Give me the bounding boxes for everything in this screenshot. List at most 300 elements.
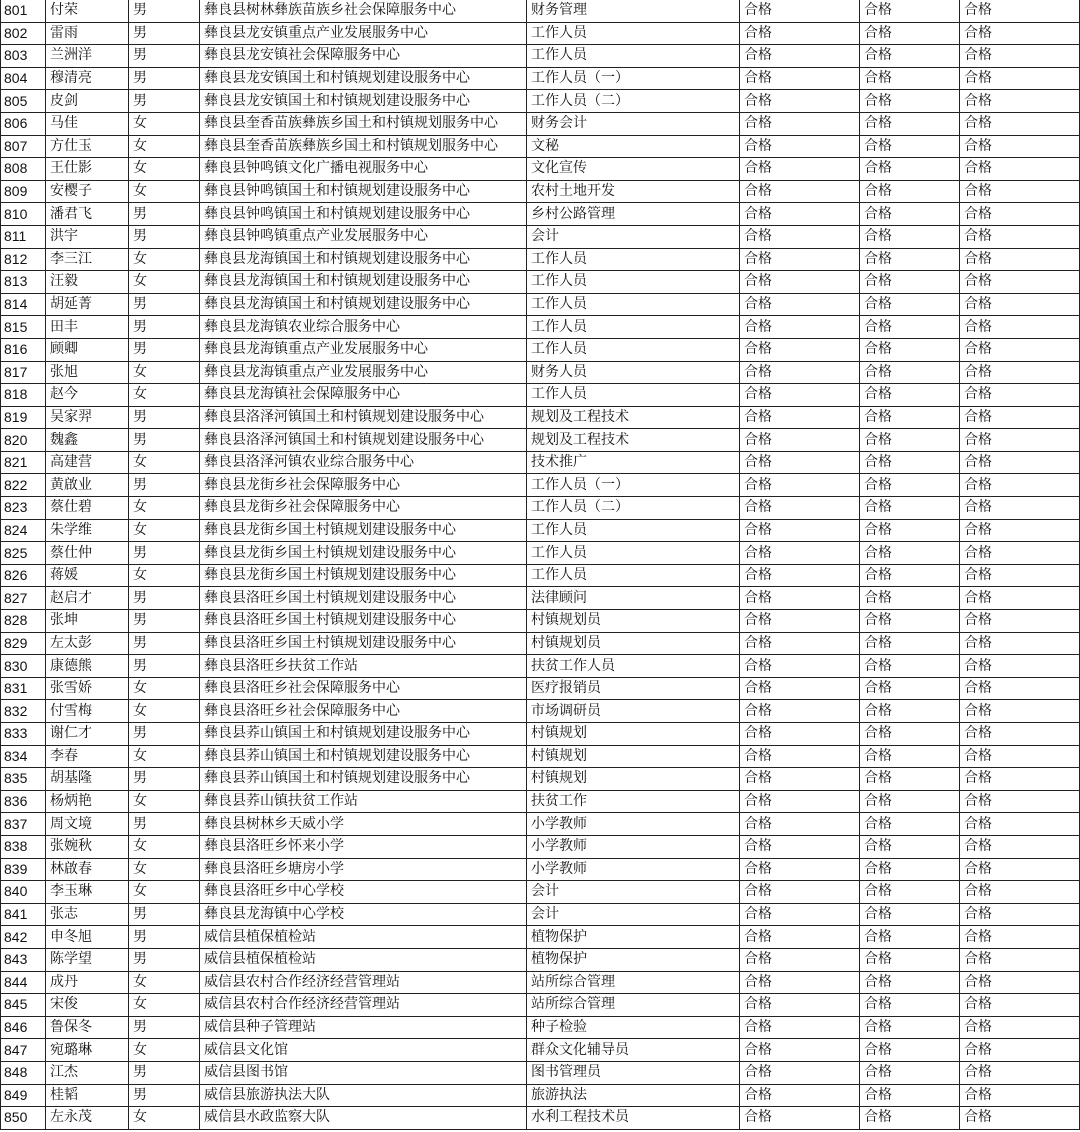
- cell-result-3: 合格: [960, 971, 1080, 994]
- cell-unit: 彝良县奎香苗族彝族乡国土和村镇规划服务中心: [200, 135, 527, 158]
- table-row: [1, 971, 1080, 994]
- cell-result-3: 合格: [960, 429, 1080, 452]
- cell-result-3: 合格: [960, 948, 1080, 971]
- cell-result-1: 合格: [740, 135, 860, 158]
- cell-unit: 彝良县钟鸣镇国土和村镇规划建设服务中心: [200, 203, 527, 226]
- cell-number: 833: [1, 723, 46, 746]
- cell-result-3: 合格: [960, 813, 1080, 836]
- cell-number: 822: [1, 474, 46, 497]
- cell-number: 844: [1, 971, 46, 994]
- cell-result-3: 合格: [960, 67, 1080, 90]
- cell-result-1: 合格: [740, 248, 860, 271]
- cell-name: 黄啟业: [46, 474, 129, 497]
- cell-result-1: 合格: [740, 1061, 860, 1084]
- cell-result-2: 合格: [860, 90, 960, 113]
- cell-result-2: 合格: [860, 384, 960, 407]
- cell-number: 846: [1, 1016, 46, 1039]
- cell-unit: 彝良县龙街乡社会保障服务中心: [200, 474, 527, 497]
- cell-position: 会计: [527, 903, 740, 926]
- cell-result-1: 合格: [740, 881, 860, 904]
- cell-position: 小学教师: [527, 858, 740, 881]
- cell-name: 周文境: [46, 813, 129, 836]
- cell-name: 林啟春: [46, 858, 129, 881]
- cell-result-2: 合格: [860, 542, 960, 565]
- cell-number: 805: [1, 90, 46, 113]
- cell-result-1: 合格: [740, 655, 860, 678]
- cell-position: 医疗报销员: [527, 677, 740, 700]
- cell-unit: 彝良县洛旺乡扶贫工作站: [200, 655, 527, 678]
- cell-unit: 威信县植保植检站: [200, 926, 527, 949]
- cell-name: 方仕玉: [46, 135, 129, 158]
- cell-name: 赵启才: [46, 587, 129, 610]
- table-row: [1, 813, 1080, 836]
- cell-result-2: 合格: [860, 293, 960, 316]
- cell-result-1: 合格: [740, 903, 860, 926]
- cell-result-2: 合格: [860, 1084, 960, 1107]
- table-row: [1, 994, 1080, 1017]
- cell-unit: 彝良县洛旺乡怀来小学: [200, 835, 527, 858]
- cell-name: 左永茂: [46, 1107, 129, 1130]
- cell-position: 工作人员: [527, 564, 740, 587]
- table-row: [1, 858, 1080, 881]
- cell-result-1: 合格: [740, 632, 860, 655]
- cell-unit: 彝良县树林乡天威小学: [200, 813, 527, 836]
- cell-number: 836: [1, 790, 46, 813]
- cell-unit: 彝良县龙街乡国土村镇规划建设服务中心: [200, 564, 527, 587]
- cell-name: 潘君飞: [46, 203, 129, 226]
- cell-result-3: 合格: [960, 587, 1080, 610]
- cell-result-2: 合格: [860, 564, 960, 587]
- cell-unit: 威信县农村合作经济经营管理站: [200, 994, 527, 1017]
- cell-name: 赵今: [46, 384, 129, 407]
- cell-position: 小学教师: [527, 835, 740, 858]
- cell-gender: 男: [129, 813, 200, 836]
- cell-gender: 女: [129, 835, 200, 858]
- cell-result-3: 合格: [960, 316, 1080, 339]
- cell-unit: 彝良县荞山镇国土和村镇规划建设服务中心: [200, 745, 527, 768]
- cell-result-1: 合格: [740, 497, 860, 520]
- cell-unit: 彝良县钟鸣镇文化广播电视服务中心: [200, 158, 527, 181]
- cell-position: 工作人员: [527, 384, 740, 407]
- cell-result-1: 合格: [740, 1084, 860, 1107]
- cell-number: 806: [1, 112, 46, 135]
- cell-unit: 彝良县洛泽河镇农业综合服务中心: [200, 451, 527, 474]
- cell-position: 扶贫工作: [527, 790, 740, 813]
- cell-result-2: 合格: [860, 474, 960, 497]
- cell-result-2: 合格: [860, 45, 960, 68]
- cell-name: 穆清亮: [46, 67, 129, 90]
- cell-position: 村镇规划员: [527, 610, 740, 633]
- cell-result-1: 合格: [740, 384, 860, 407]
- cell-result-2: 合格: [860, 677, 960, 700]
- cell-result-3: 合格: [960, 45, 1080, 68]
- cell-gender: 女: [129, 1039, 200, 1062]
- cell-unit: 威信县农村合作经济经营管理站: [200, 971, 527, 994]
- cell-unit: 彝良县洛旺乡塘房小学: [200, 858, 527, 881]
- cell-number: 832: [1, 700, 46, 723]
- cell-result-2: 合格: [860, 1061, 960, 1084]
- table-row: [1, 564, 1080, 587]
- cell-result-1: 合格: [740, 587, 860, 610]
- cell-unit: 彝良县龙海镇重点产业发展服务中心: [200, 338, 527, 361]
- cell-result-2: 合格: [860, 22, 960, 45]
- cell-result-1: 合格: [740, 429, 860, 452]
- cell-result-3: 合格: [960, 564, 1080, 587]
- cell-result-3: 合格: [960, 225, 1080, 248]
- cell-result-2: 合格: [860, 406, 960, 429]
- cell-number: 829: [1, 632, 46, 655]
- table-row: [1, 45, 1080, 68]
- cell-position: 规划及工程技术: [527, 406, 740, 429]
- cell-number: 811: [1, 225, 46, 248]
- cell-gender: 男: [129, 90, 200, 113]
- cell-number: 831: [1, 677, 46, 700]
- cell-unit: 彝良县荞山镇国土和村镇规划建设服务中心: [200, 723, 527, 746]
- cell-number: 818: [1, 384, 46, 407]
- cell-result-1: 合格: [740, 180, 860, 203]
- cell-result-1: 合格: [740, 67, 860, 90]
- cell-number: 812: [1, 248, 46, 271]
- cell-name: 顾卿: [46, 338, 129, 361]
- cell-gender: 男: [129, 542, 200, 565]
- cell-result-3: 合格: [960, 994, 1080, 1017]
- cell-number: 824: [1, 519, 46, 542]
- table-row: [1, 474, 1080, 497]
- cell-result-3: 合格: [960, 632, 1080, 655]
- cell-name: 魏鑫: [46, 429, 129, 452]
- cell-number: 827: [1, 587, 46, 610]
- cell-result-3: 合格: [960, 22, 1080, 45]
- cell-result-3: 合格: [960, 881, 1080, 904]
- cell-unit: 彝良县龙海镇国土和村镇规划建设服务中心: [200, 271, 527, 294]
- table-row: [1, 180, 1080, 203]
- cell-unit: 威信县文化馆: [200, 1039, 527, 1062]
- cell-result-3: 合格: [960, 542, 1080, 565]
- cell-gender: 女: [129, 451, 200, 474]
- cell-result-1: 合格: [740, 1039, 860, 1062]
- table-row: [1, 22, 1080, 45]
- cell-result-2: 合格: [860, 497, 960, 520]
- cell-number: 802: [1, 22, 46, 45]
- cell-gender: 男: [129, 723, 200, 746]
- cell-result-3: 合格: [960, 406, 1080, 429]
- cell-unit: 彝良县洛旺乡社会保障服务中心: [200, 677, 527, 700]
- cell-result-3: 合格: [960, 158, 1080, 181]
- cell-unit: 彝良县洛旺乡国土村镇规划建设服务中心: [200, 610, 527, 633]
- table-row: [1, 0, 1080, 22]
- cell-position: 旅游执法: [527, 1084, 740, 1107]
- cell-unit: 彝良县龙街乡社会保障服务中心: [200, 497, 527, 520]
- cell-unit: 彝良县奎香苗族彝族乡国土和村镇规划服务中心: [200, 112, 527, 135]
- cell-name: 康德熊: [46, 655, 129, 678]
- table-row: [1, 406, 1080, 429]
- cell-name: 付荣: [46, 0, 129, 22]
- cell-result-1: 合格: [740, 225, 860, 248]
- cell-result-1: 合格: [740, 203, 860, 226]
- cell-gender: 男: [129, 610, 200, 633]
- cell-unit: 彝良县荞山镇国土和村镇规划建设服务中心: [200, 768, 527, 791]
- cell-gender: 男: [129, 45, 200, 68]
- cell-gender: 男: [129, 926, 200, 949]
- table-row: [1, 1061, 1080, 1084]
- cell-result-3: 合格: [960, 248, 1080, 271]
- cell-position: 村镇规划: [527, 723, 740, 746]
- cell-position: 技术推广: [527, 451, 740, 474]
- cell-result-1: 合格: [740, 474, 860, 497]
- cell-result-1: 合格: [740, 293, 860, 316]
- cell-position: 扶贫工作人员: [527, 655, 740, 678]
- cell-number: 804: [1, 67, 46, 90]
- cell-position: 植物保护: [527, 948, 740, 971]
- cell-result-3: 合格: [960, 361, 1080, 384]
- cell-result-2: 合格: [860, 338, 960, 361]
- cell-result-1: 合格: [740, 1107, 860, 1130]
- cell-unit: 彝良县钟鸣镇国土和村镇规划建设服务中心: [200, 180, 527, 203]
- cell-position: 规划及工程技术: [527, 429, 740, 452]
- cell-gender: 女: [129, 971, 200, 994]
- cell-result-3: 合格: [960, 903, 1080, 926]
- cell-position: 图书管理员: [527, 1061, 740, 1084]
- cell-result-3: 合格: [960, 700, 1080, 723]
- cell-unit: 彝良县洛旺乡中心学校: [200, 881, 527, 904]
- cell-gender: 女: [129, 497, 200, 520]
- cell-result-2: 合格: [860, 248, 960, 271]
- cell-gender: 男: [129, 1061, 200, 1084]
- cell-result-2: 合格: [860, 361, 960, 384]
- cell-position: 站所综合管理: [527, 994, 740, 1017]
- cell-number: 821: [1, 451, 46, 474]
- cell-position: 工作人员（二）: [527, 90, 740, 113]
- cell-result-1: 合格: [740, 948, 860, 971]
- cell-gender: 女: [129, 564, 200, 587]
- cell-gender: 女: [129, 994, 200, 1017]
- table-row: [1, 677, 1080, 700]
- cell-number: 842: [1, 926, 46, 949]
- table-row: [1, 316, 1080, 339]
- cell-position: 财务会计: [527, 112, 740, 135]
- cell-name: 皮剑: [46, 90, 129, 113]
- cell-number: 841: [1, 903, 46, 926]
- cell-name: 马佳: [46, 112, 129, 135]
- table-row: [1, 338, 1080, 361]
- cell-result-2: 合格: [860, 723, 960, 746]
- cell-gender: 女: [129, 519, 200, 542]
- cell-result-3: 合格: [960, 180, 1080, 203]
- table-row: [1, 655, 1080, 678]
- cell-result-1: 合格: [740, 451, 860, 474]
- cell-name: 李三江: [46, 248, 129, 271]
- cell-number: 801: [1, 0, 46, 22]
- cell-gender: 女: [129, 135, 200, 158]
- cell-position: 植物保护: [527, 926, 740, 949]
- cell-number: 808: [1, 158, 46, 181]
- cell-unit: 彝良县荞山镇扶贫工作站: [200, 790, 527, 813]
- cell-gender: 男: [129, 406, 200, 429]
- table-row: [1, 158, 1080, 181]
- cell-unit: 威信县水政监察大队: [200, 1107, 527, 1130]
- cell-name: 陈学望: [46, 948, 129, 971]
- cell-gender: 女: [129, 112, 200, 135]
- cell-result-3: 合格: [960, 768, 1080, 791]
- cell-result-3: 合格: [960, 519, 1080, 542]
- table-row: [1, 926, 1080, 949]
- cell-result-1: 合格: [740, 835, 860, 858]
- cell-number: 847: [1, 1039, 46, 1062]
- cell-number: 837: [1, 813, 46, 836]
- cell-result-2: 合格: [860, 67, 960, 90]
- cell-position: 水利工程技术员: [527, 1107, 740, 1130]
- cell-result-2: 合格: [860, 903, 960, 926]
- cell-result-3: 合格: [960, 790, 1080, 813]
- cell-position: 工作人员: [527, 22, 740, 45]
- cell-result-3: 合格: [960, 1039, 1080, 1062]
- cell-result-1: 合格: [740, 700, 860, 723]
- cell-position: 工作人员（一）: [527, 67, 740, 90]
- cell-position: 会计: [527, 225, 740, 248]
- cell-unit: 彝良县龙安镇国土和村镇规划建设服务中心: [200, 90, 527, 113]
- cell-result-2: 合格: [860, 768, 960, 791]
- table-row: [1, 903, 1080, 926]
- cell-result-1: 合格: [740, 90, 860, 113]
- cell-result-3: 合格: [960, 745, 1080, 768]
- table-row: [1, 384, 1080, 407]
- cell-result-1: 合格: [740, 745, 860, 768]
- table-row: [1, 225, 1080, 248]
- cell-gender: 女: [129, 790, 200, 813]
- cell-result-2: 合格: [860, 655, 960, 678]
- cell-unit: 彝良县龙安镇重点产业发展服务中心: [200, 22, 527, 45]
- cell-name: 桂韬: [46, 1084, 129, 1107]
- cell-position: 工作人员: [527, 248, 740, 271]
- cell-gender: 女: [129, 745, 200, 768]
- cell-result-3: 合格: [960, 858, 1080, 881]
- cell-name: 安樱子: [46, 180, 129, 203]
- table-row: [1, 497, 1080, 520]
- cell-unit: 彝良县龙海镇社会保障服务中心: [200, 384, 527, 407]
- cell-result-2: 合格: [860, 225, 960, 248]
- cell-result-1: 合格: [740, 723, 860, 746]
- cell-number: 826: [1, 564, 46, 587]
- cell-name: 谢仁才: [46, 723, 129, 746]
- cell-result-2: 合格: [860, 180, 960, 203]
- cell-position: 小学教师: [527, 813, 740, 836]
- cell-number: 825: [1, 542, 46, 565]
- cell-name: 兰洲洋: [46, 45, 129, 68]
- cell-gender: 男: [129, 225, 200, 248]
- table-row: [1, 135, 1080, 158]
- cell-name: 鲁保冬: [46, 1016, 129, 1039]
- cell-gender: 女: [129, 858, 200, 881]
- table-row: [1, 112, 1080, 135]
- cell-result-1: 合格: [740, 112, 860, 135]
- table-row: [1, 587, 1080, 610]
- table-row: [1, 700, 1080, 723]
- cell-result-2: 合格: [860, 745, 960, 768]
- cell-result-3: 合格: [960, 293, 1080, 316]
- table-row: [1, 768, 1080, 791]
- cell-position: 文秘: [527, 135, 740, 158]
- cell-position: 工作人员（一）: [527, 474, 740, 497]
- cell-unit: 彝良县龙海镇国土和村镇规划建设服务中心: [200, 293, 527, 316]
- cell-name: 朱学维: [46, 519, 129, 542]
- cell-unit: 彝良县钟鸣镇重点产业发展服务中心: [200, 225, 527, 248]
- cell-position: 乡村公路管理: [527, 203, 740, 226]
- cell-gender: 男: [129, 67, 200, 90]
- cell-result-1: 合格: [740, 338, 860, 361]
- cell-gender: 男: [129, 22, 200, 45]
- cell-result-3: 合格: [960, 271, 1080, 294]
- table-row: [1, 610, 1080, 633]
- table-row: [1, 293, 1080, 316]
- cell-result-1: 合格: [740, 519, 860, 542]
- cell-position: 会计: [527, 881, 740, 904]
- table-row: [1, 1084, 1080, 1107]
- cell-gender: 女: [129, 677, 200, 700]
- cell-name: 李春: [46, 745, 129, 768]
- cell-result-2: 合格: [860, 316, 960, 339]
- cell-result-2: 合格: [860, 587, 960, 610]
- cell-position: 农村土地开发: [527, 180, 740, 203]
- cell-name: 张婉秋: [46, 835, 129, 858]
- cell-result-1: 合格: [740, 971, 860, 994]
- cell-result-3: 合格: [960, 1061, 1080, 1084]
- cell-result-2: 合格: [860, 451, 960, 474]
- cell-position: 市场调研员: [527, 700, 740, 723]
- cell-number: 810: [1, 203, 46, 226]
- cell-gender: 女: [129, 1107, 200, 1130]
- table-row: [1, 248, 1080, 271]
- table-row: [1, 519, 1080, 542]
- cell-name: 杨炳艳: [46, 790, 129, 813]
- cell-result-3: 合格: [960, 610, 1080, 633]
- table-row: [1, 723, 1080, 746]
- cell-number: 828: [1, 610, 46, 633]
- cell-name: 洪宇: [46, 225, 129, 248]
- cell-result-1: 合格: [740, 926, 860, 949]
- cell-name: 申冬旭: [46, 926, 129, 949]
- cell-result-3: 合格: [960, 135, 1080, 158]
- cell-result-2: 合格: [860, 971, 960, 994]
- cell-gender: 男: [129, 429, 200, 452]
- cell-result-1: 合格: [740, 994, 860, 1017]
- cell-unit: 彝良县龙街乡国土村镇规划建设服务中心: [200, 542, 527, 565]
- cell-gender: 女: [129, 158, 200, 181]
- table-row: [1, 361, 1080, 384]
- cell-result-1: 合格: [740, 271, 860, 294]
- table-row: [1, 1016, 1080, 1039]
- cell-result-1: 合格: [740, 45, 860, 68]
- cell-result-3: 合格: [960, 723, 1080, 746]
- cell-gender: 女: [129, 700, 200, 723]
- cell-result-3: 合格: [960, 474, 1080, 497]
- cell-gender: 男: [129, 587, 200, 610]
- cell-gender: 男: [129, 948, 200, 971]
- cell-result-2: 合格: [860, 135, 960, 158]
- cell-number: 839: [1, 858, 46, 881]
- cell-result-2: 合格: [860, 813, 960, 836]
- cell-position: 工作人员: [527, 519, 740, 542]
- cell-number: 848: [1, 1061, 46, 1084]
- cell-position: 村镇规划员: [527, 632, 740, 655]
- table-row: [1, 67, 1080, 90]
- cell-gender: 男: [129, 655, 200, 678]
- cell-result-1: 合格: [740, 22, 860, 45]
- cell-gender: 女: [129, 248, 200, 271]
- cell-name: 高建营: [46, 451, 129, 474]
- cell-result-1: 合格: [740, 361, 860, 384]
- cell-position: 村镇规划: [527, 768, 740, 791]
- cell-number: 819: [1, 406, 46, 429]
